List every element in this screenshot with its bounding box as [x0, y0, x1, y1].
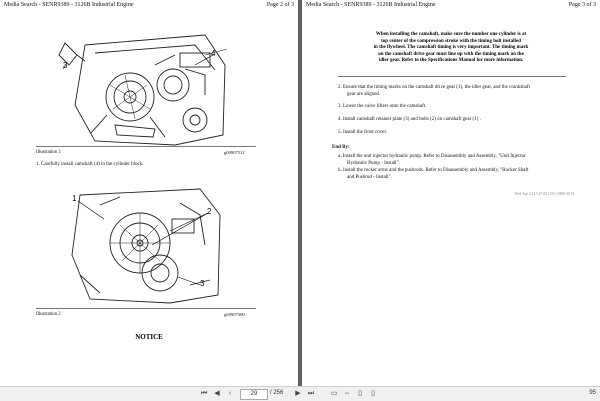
notice-line: When installing the camshaft, make sure the number one cylinder is at: [375, 32, 527, 37]
notice-text: [340, 32, 562, 65]
viewer-toolbar: [0, 386, 600, 401]
two-page-icon[interactable]: ▯: [371, 390, 375, 397]
illustration-gear-alignment: [60, 185, 230, 305]
document-page-left: [0, 0, 298, 386]
fit-width-icon[interactable]: ⇔: [343, 390, 351, 397]
previous-page-icon[interactable]: ◀: [214, 390, 220, 397]
next-page-icon[interactable]: ▶: [295, 390, 301, 397]
instruction-step: 3. Lower the valve lifters onto the camshaft.: [338, 104, 427, 109]
notice-line: idler gear. Refer to the Specifications Manual for more information.: [378, 58, 524, 64]
illustration-caption: Illustration 3: [36, 150, 61, 155]
callout-label: 2: [207, 207, 212, 216]
instruction-step-cont: gear are aligned.: [347, 92, 381, 97]
illustration-caption: Illustration 2: [36, 312, 61, 317]
fit-page-icon[interactable]: ▭: [330, 390, 338, 397]
callout-label: 3: [63, 61, 68, 70]
instruction-step: 1. Carefully install camshaft (4) in the cylinder block.: [36, 162, 144, 167]
callout-label: 4: [211, 49, 216, 58]
notice-heading: NOTICE: [135, 333, 163, 341]
zoom-level[interactable]: 95: [589, 390, 596, 396]
instruction-step: 2. Ensure that the timing marks on the camshaft drive gear (1), the idler gear, and the crankshaft: [338, 85, 530, 90]
page-number-input[interactable]: 29: [240, 389, 268, 400]
end-by-item-cont: Hydraulic Pump - Install".: [347, 161, 400, 166]
divider: [338, 76, 566, 77]
previous-view-icon[interactable]: ‹: [228, 390, 232, 397]
end-by-heading: End By:: [332, 145, 350, 150]
page-header-number: Page 3 of 3: [568, 2, 596, 8]
divider: [36, 146, 256, 147]
end-by-item: b. Install the rocker arms and the pushrods. Refer to Disassembly and Assembly, "Rocker Shaft: [338, 168, 529, 173]
page-total: / 256: [270, 390, 284, 396]
document-page-right: [302, 0, 600, 386]
figure-id: g00907300: [224, 312, 245, 317]
notice-line: top center of the compression stroke with the timing bolt installed: [381, 38, 521, 44]
notice-line: on the camshaft drive gear must line up with the timing mark on the: [378, 51, 524, 57]
end-by-item: a. Install the unit injector hydraulic pump. Refer to Disassembly and Assembly, "Unit Injector: [338, 154, 526, 159]
notice-line: in the flywheel. The camshaft timing is very important. The timing mark: [373, 45, 529, 51]
callout-label: 3: [200, 279, 205, 288]
callout-label: 1: [72, 194, 77, 203]
page-header-number: Page 2 of 3: [266, 2, 294, 8]
instruction-step: 4. Install camshaft retainer plate (3) and bolts (2) on camshaft gear (1) .: [338, 117, 481, 122]
first-page-icon[interactable]: ⏮: [200, 390, 208, 397]
end-by-item-cont: and Pushrod - Install".: [347, 175, 392, 180]
illustration-camshaft-install: [55, 25, 235, 147]
page-header-title: Media Search - SENR9389 - 3126B Industrial Engine: [4, 2, 134, 8]
divider: [36, 308, 256, 309]
footer-timestamp: Wed Apr 24 15:37:05 UTC+0800 2019: [514, 192, 574, 196]
instruction-step: 5. Install the front cover.: [338, 130, 388, 135]
page-header-title: Media Search - SENR9389 - 3126B Industrial Engine: [306, 2, 436, 8]
figure-id: g00907512: [224, 150, 245, 155]
last-page-icon[interactable]: ⏭: [307, 390, 315, 397]
single-page-icon[interactable]: ▯: [358, 390, 362, 397]
